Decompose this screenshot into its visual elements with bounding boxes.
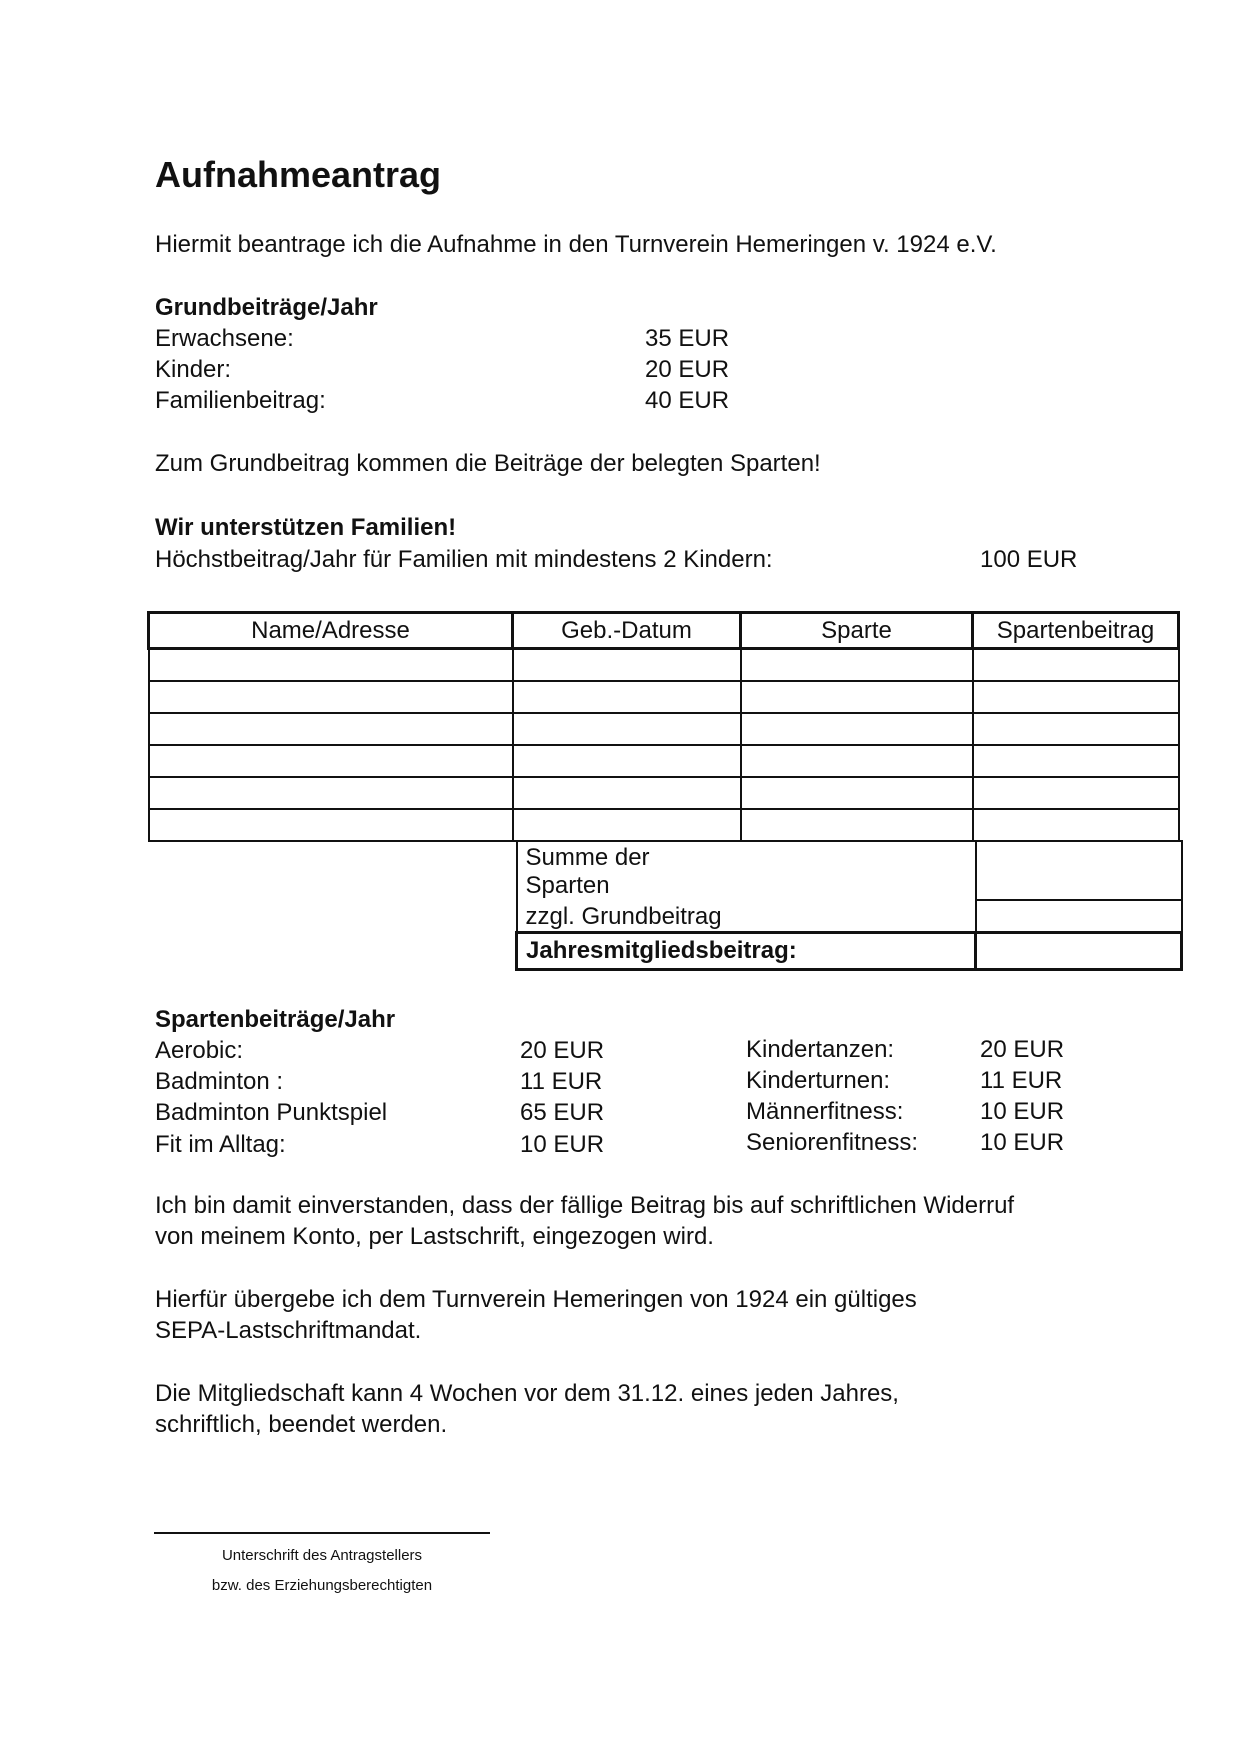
beitrag-cell[interactable]: [973, 681, 1179, 713]
name-cell[interactable]: [149, 681, 513, 713]
table-row: [149, 681, 1179, 713]
sparte-label: Fit im Alltag:: [155, 1131, 286, 1158]
header-spartenbeitrag: Spartenbeitrag: [973, 613, 1179, 649]
sparte-value: 65 EUR: [520, 1099, 605, 1126]
termination-line: Die Mitgliedschaft kann 4 Wochen vor dem 31.12. eines jeden Jahres,: [155, 1380, 899, 1407]
sepa-line: Hierfür übergebe ich dem Turnverein Hemeringen von 1924 ein gültiges: [155, 1286, 917, 1313]
header-name-address: Name/Adresse: [149, 613, 513, 649]
familien-value: 100 EUR: [980, 546, 1078, 573]
total-label: Jahresmitgliedsbeitrag:: [517, 932, 976, 969]
grundbeitrag-row: [517, 900, 1182, 932]
termination-line: schriftlich, beendet werden.: [155, 1411, 448, 1438]
sparte-label: Seniorenfitness:: [746, 1129, 919, 1156]
name-cell[interactable]: [149, 649, 513, 682]
sparte-value: 10 EUR: [980, 1098, 1065, 1125]
table-row: [149, 649, 1179, 682]
birthdate-cell[interactable]: [513, 777, 741, 809]
sepa-line: SEPA-Lastschriftmandat.: [155, 1317, 422, 1344]
header-birthdate: Geb.-Datum: [513, 613, 741, 649]
name-cell[interactable]: [149, 745, 513, 777]
sparte-cell[interactable]: [741, 809, 973, 841]
summe-row: [517, 841, 1182, 900]
sparte-value: 10 EUR: [980, 1129, 1065, 1156]
birthdate-cell[interactable]: [513, 681, 741, 713]
sparte-label: Badminton Punktspiel: [155, 1099, 388, 1126]
summe-label-line1: Summe der: [525, 844, 650, 871]
consent-line: Ich bin damit einverstanden, dass der fällige Beitrag bis auf schriftlichen Widerruf: [155, 1192, 1015, 1219]
table-row: [149, 809, 1179, 841]
beitrag-cell[interactable]: [973, 777, 1179, 809]
sparte-label: Aerobic:: [155, 1037, 244, 1064]
summe-value-cell[interactable]: [976, 841, 1182, 900]
birthdate-cell[interactable]: [513, 713, 741, 745]
sparte-value: 20 EUR: [520, 1037, 605, 1064]
sum-table: [515, 840, 1183, 971]
table-row: [149, 777, 1179, 809]
table-row: [149, 745, 1179, 777]
sparten-heading: Spartenbeiträge/Jahr: [155, 1006, 396, 1033]
grund-value: 20 EUR: [645, 356, 730, 383]
signature-line[interactable]: [154, 1532, 490, 1534]
sparte-label: Männerfitness:: [746, 1098, 904, 1125]
signature-caption: bzw. des Erziehungsberechtigten: [211, 1577, 433, 1594]
total-row: [517, 932, 1182, 969]
grund-value: 35 EUR: [645, 325, 730, 352]
intro-text: Hiermit beantrage ich die Aufnahme in den Turnverein Hemeringen v. 1924 e.V.: [155, 231, 997, 258]
sparten-note: Zum Grundbeitrag kommen die Beiträge der belegten Sparten!: [155, 450, 821, 477]
sparte-label: Badminton :: [155, 1068, 284, 1095]
beitrag-cell[interactable]: [973, 649, 1179, 682]
name-cell[interactable]: [149, 713, 513, 745]
sparte-value: 20 EUR: [980, 1036, 1065, 1063]
table-row: [149, 713, 1179, 745]
header-sparte: Sparte: [741, 613, 973, 649]
grund-value: 40 EUR: [645, 387, 730, 414]
familien-text: Höchstbeitrag/Jahr für Familien mit mindestens 2 Kindern:: [155, 546, 773, 573]
name-cell[interactable]: [149, 777, 513, 809]
name-cell[interactable]: [149, 809, 513, 841]
sparte-value: 11 EUR: [980, 1067, 1063, 1094]
grund-label: Familienbeitrag:: [155, 387, 326, 414]
grundbeitrag-label: zzgl. Grundbeitrag: [517, 900, 976, 932]
consent-line: von meinem Konto, per Lastschrift, eingezogen wird.: [155, 1223, 714, 1250]
sparte-label: Kinderturnen:: [746, 1067, 891, 1094]
birthdate-cell[interactable]: [513, 649, 741, 682]
sparte-cell[interactable]: [741, 777, 973, 809]
total-value-cell[interactable]: [976, 932, 1182, 969]
beitrag-cell[interactable]: [973, 745, 1179, 777]
sparte-cell[interactable]: [741, 713, 973, 745]
sparte-value: 10 EUR: [520, 1131, 605, 1158]
page-title: Aufnahmeantrag: [155, 154, 442, 195]
summe-label-line2: Sparten: [525, 872, 610, 899]
familien-heading: Wir unterstützen Familien!: [155, 514, 457, 541]
summe-label: [517, 841, 976, 900]
sparte-cell[interactable]: [741, 745, 973, 777]
grund-heading: Grundbeiträge/Jahr: [155, 294, 378, 321]
grund-label: Erwachsene:: [155, 325, 294, 352]
beitrag-cell[interactable]: [973, 809, 1179, 841]
signature-caption: Unterschrift des Antragstellers: [221, 1547, 423, 1564]
table-header-row: [149, 613, 1179, 649]
beitrag-cell[interactable]: [973, 713, 1179, 745]
sparte-cell[interactable]: [741, 649, 973, 682]
grund-label: Kinder:: [155, 356, 232, 383]
birthdate-cell[interactable]: [513, 745, 741, 777]
sparte-label: Kindertanzen:: [746, 1036, 895, 1063]
sparte-cell[interactable]: [741, 681, 973, 713]
sparte-value: 11 EUR: [520, 1068, 603, 1095]
birthdate-cell[interactable]: [513, 809, 741, 841]
grundbeitrag-value-cell[interactable]: [976, 900, 1182, 932]
member-table: [147, 611, 1180, 842]
